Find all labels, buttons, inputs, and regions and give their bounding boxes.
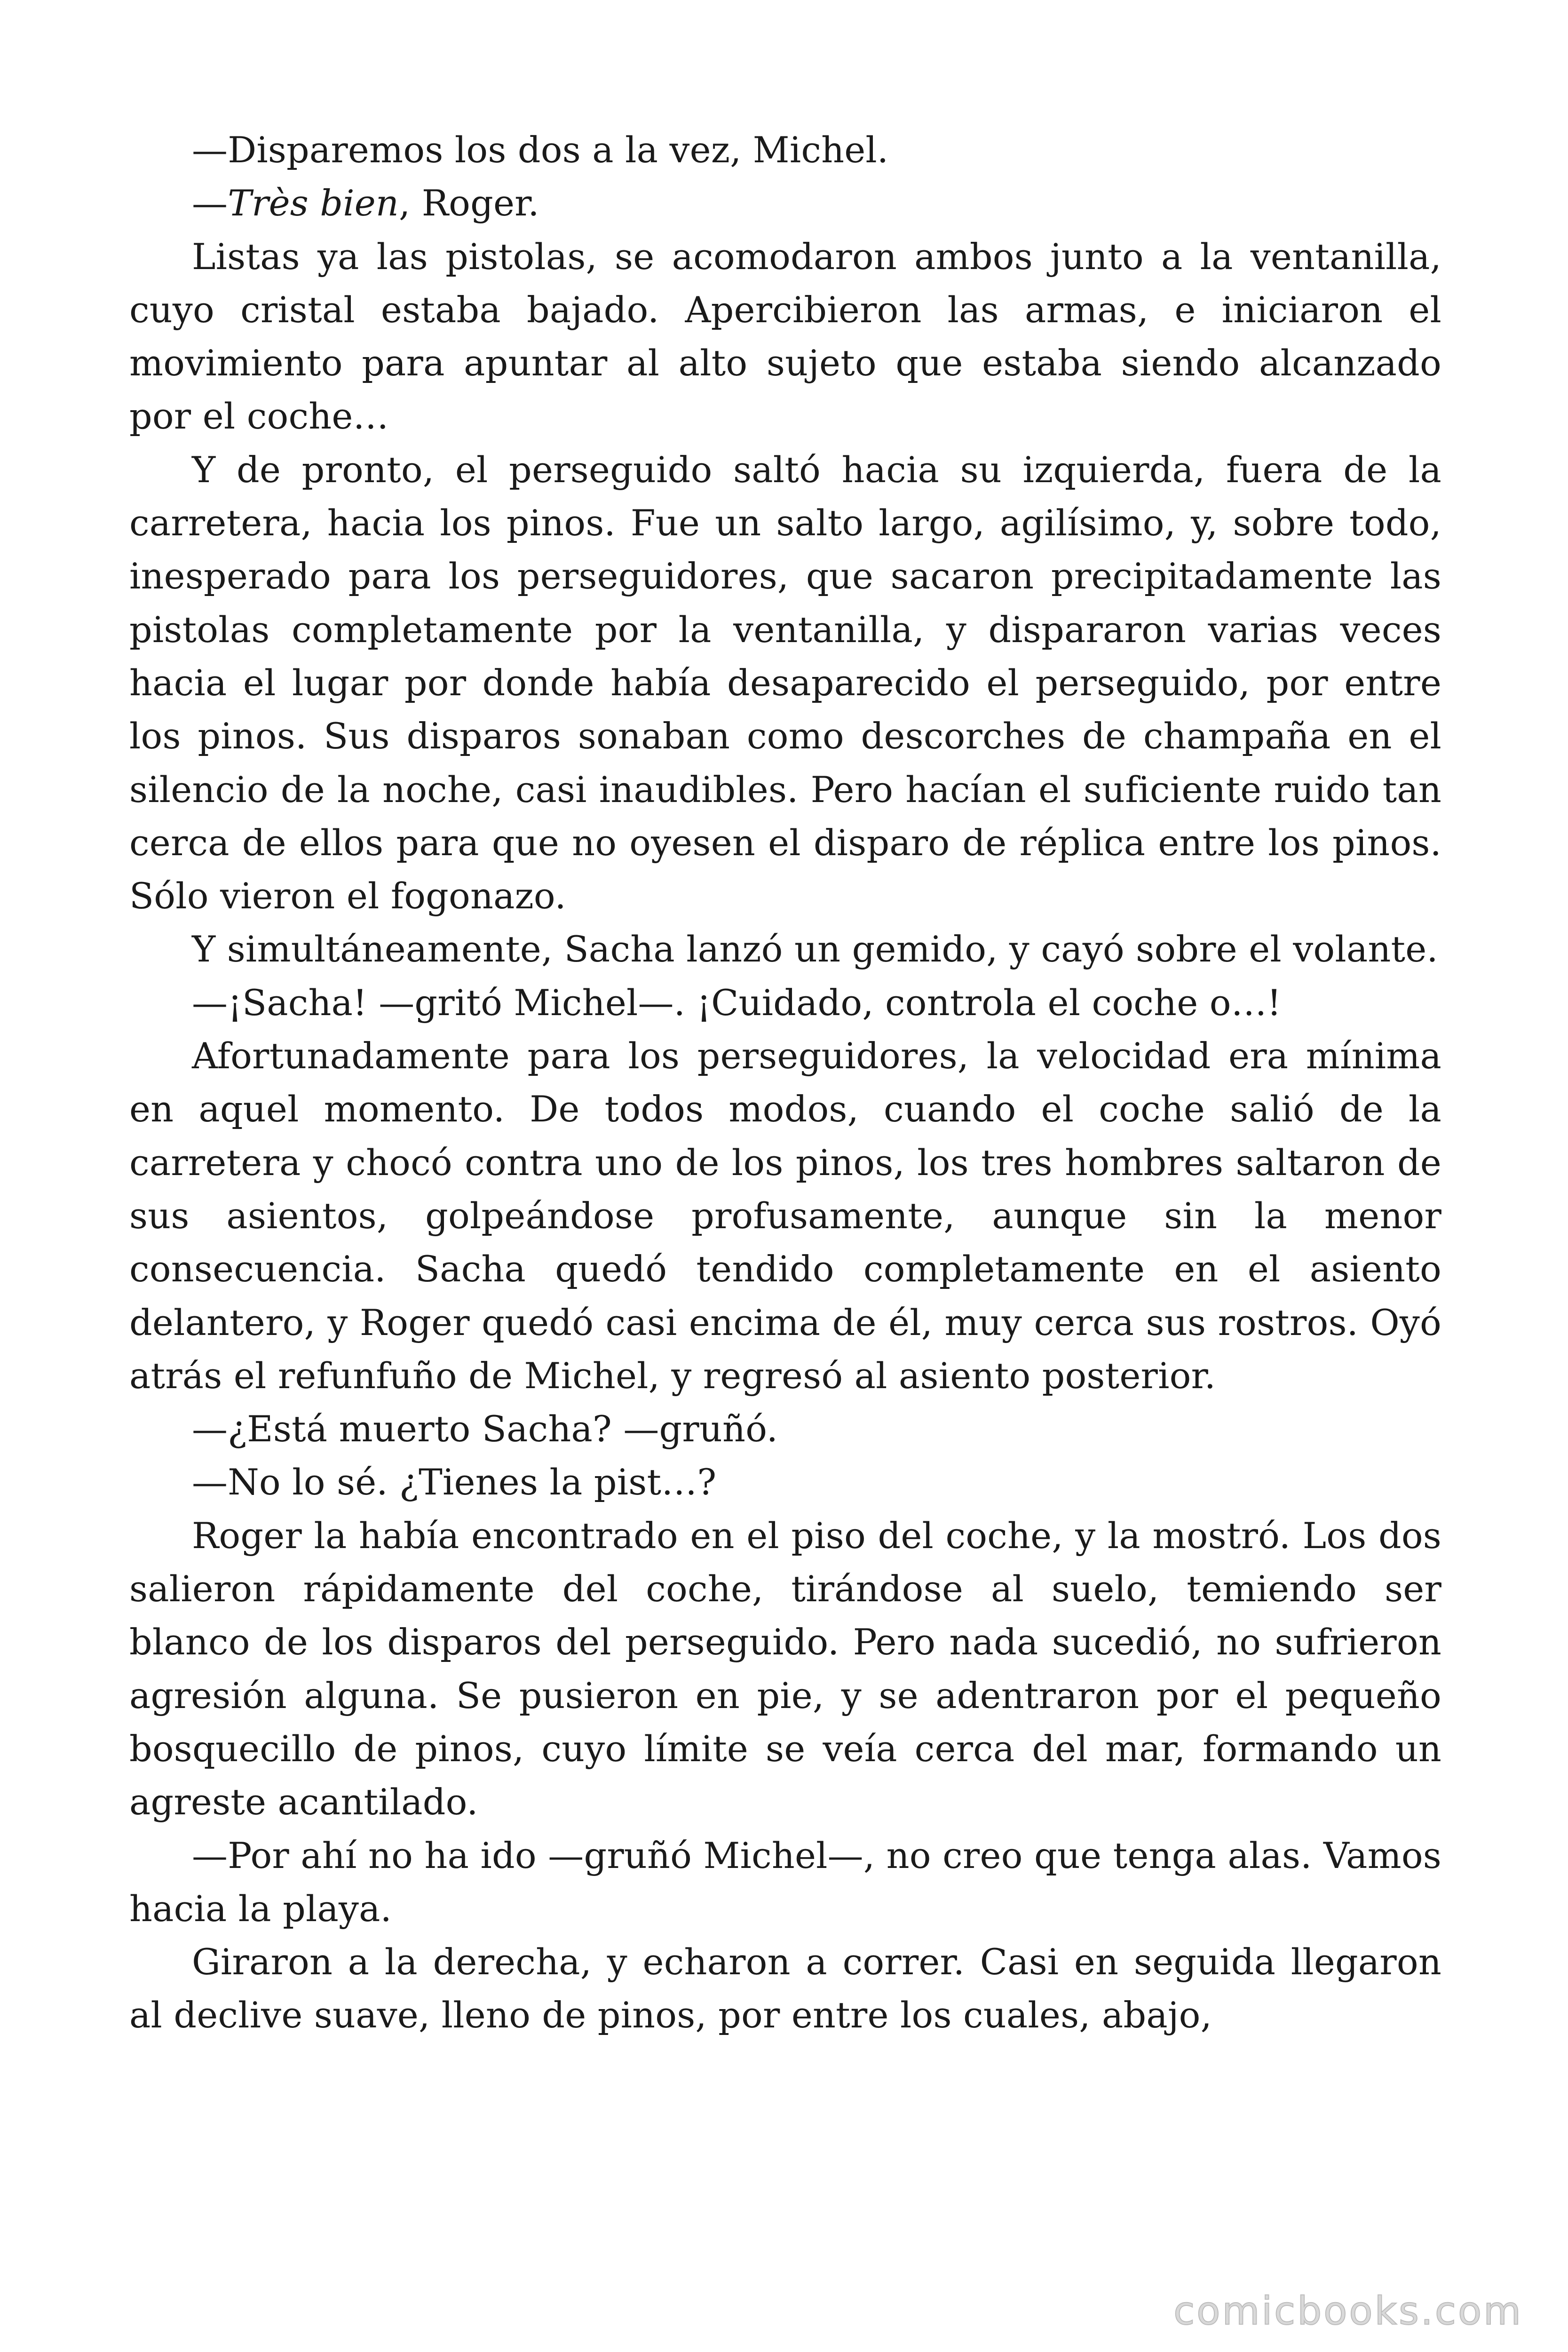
book-page-body [129, 123, 1441, 2042]
paragraph-5: Y simultáneamente, Sacha lanzó un gemido, y cayó sobre el volante. [192, 928, 1438, 970]
paragraph-10: Roger la había encontrado en el piso del coche, y la mostró. Los dos salieron rápidamente del coche, tirándose al suelo, temiendo ser blanco de los disparos del perseguido. Pero nada sucedió, no sufrieron agresión alguna. Se pusieron en pie, y se adentraron por el pequeño bosquecillo de pinos, cuyo límite se veía cerca del mar, formando un agreste acantilado. [129, 1514, 1441, 1823]
paragraph-9: —No lo sé. ¿Tienes la pist…? [192, 1461, 717, 1503]
paragraph-6: —¡Sacha! —gritó Michel—. ¡Cuidado, controla el coche o…! [192, 981, 1282, 1024]
paragraph-2: —Très bien, Roger. [192, 182, 539, 224]
paragraph-4: Y de pronto, el perseguido saltó hacia su izquierda, fuera de la carretera, hacia los pinos. Fue un salto largo, agilísimo, y, sobre todo, inesperado para los perseguidores, que sacaron precipitadamente las pistolas completamente por la ventanilla, y dispararon varias veces hacia el lugar por donde había desaparecido el perseguido, por entre los pinos. Sus disparos sonaban como descorches de champaña en el silencio de la noche, casi inaudibles. Pero hacían el suficiente ruido tan cerca de ellos para que no oyesen el disparo de réplica entre los pinos. Sólo vieron el fogonazo. [129, 448, 1441, 917]
watermark-text: comicbooks.com [1173, 2289, 1523, 2334]
paragraph-3: Listas ya las pistolas, se acomodaron ambos junto a la ventanilla, cuyo cristal estaba bajado. Apercibieron las armas, e iniciaron el movimiento para apuntar al alto sujeto que estaba siendo alcanzado por el coche… [129, 235, 1441, 437]
italic-phrase: Très bien [228, 182, 399, 224]
paragraph-11: —Por ahí no ha ido —gruñó Michel—, no creo que tenga alas. Vamos hacia la playa. [129, 1834, 1441, 1930]
paragraph-8: —¿Está muerto Sacha? —gruñó. [192, 1408, 778, 1450]
paragraph-12: Giraron a la derecha, y echaron a correr. Casi en seguida llegaron al declive suave, lleno de pinos, por entre los cuales, abajo, [129, 1941, 1441, 2036]
paragraph-1: —Disparemos los dos a la vez, Michel. [192, 129, 889, 171]
paragraph-7: Afortunadamente para los perseguidores, la velocidad era mínima en aquel momento. De todos modos, cuando el coche salió de la carretera y chocó contra uno de los pinos, los tres hombres saltaron de sus asientos, golpeándose profusamente, aunque sin la menor consecuencia. Sacha quedó tendido completamente en el asiento delantero, y Roger quedó casi encima de él, muy cerca sus rostros. Oyó atrás el refunfuño de Michel, y regresó al asiento posterior. [129, 1035, 1441, 1397]
